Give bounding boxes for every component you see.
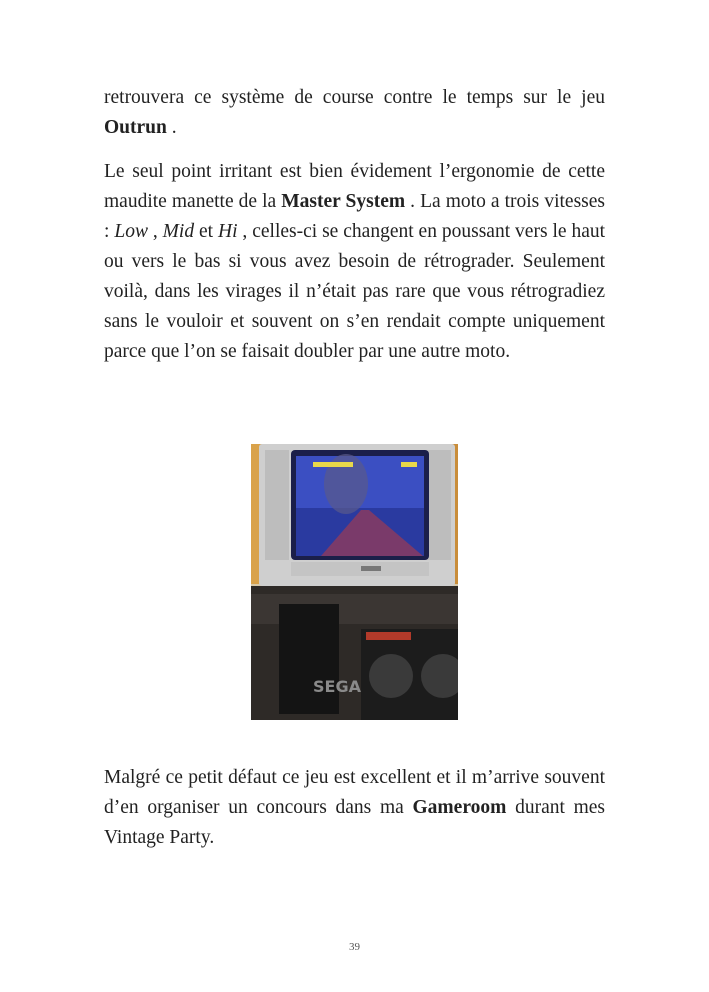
- game-hud-score: [313, 462, 353, 467]
- p2-bold-master-system: Master System: [281, 191, 406, 212]
- photo-illustration: [251, 444, 458, 720]
- console-button-1: [369, 654, 413, 698]
- p3-text-1: Malgré ce petit défaut ce jeu est excellent et il m’arrive souvent d’en organiser un concours dans ma: [104, 767, 605, 818]
- tv-buttons: [361, 566, 381, 571]
- controller-body: [279, 604, 339, 714]
- p2-italic-low: Low: [114, 221, 148, 242]
- paragraph-2: [104, 157, 605, 367]
- p2-italic-hi: Hi: [218, 221, 238, 242]
- p1-text-2: .: [166, 117, 177, 138]
- p2-text-1: Le seul point irritant est bien évidement l’ergonomie de cette maudite manette de la: [104, 161, 605, 212]
- console-label-strip: [366, 632, 411, 640]
- game-photo: [251, 444, 458, 720]
- p3-text-2: durant mes Vintage Party.: [104, 797, 605, 848]
- sega-logo: SEGA: [313, 677, 361, 696]
- p2-text-4: et: [194, 221, 219, 242]
- paragraph-1: [104, 83, 605, 143]
- p1-bold-outrun: Outrun: [104, 117, 167, 138]
- game-hud-speed: [401, 462, 417, 467]
- p2-text-5: , celles-ci se changent en poussant vers le haut ou vers le bas si vous avez besoin de rétrograder. Seulement voilà, dans les virages il n’était pas rare que vous rétrogradiez sans le vouloir et souvent on s’en rendait compte uniquement parce que l’on se faisait doubler par une autre moto.: [104, 221, 606, 362]
- p1-text-1: retrouvera ce système de course contre le temps sur le jeu: [104, 87, 605, 108]
- p2-text-2: . La moto a trois vitesses :: [104, 191, 605, 242]
- tv-control-strip: [291, 562, 429, 576]
- page-number: 39: [349, 941, 360, 953]
- paragraph-3: [104, 763, 605, 853]
- p2-text-3: ,: [147, 221, 163, 242]
- p3-bold-gameroom: Gameroom: [412, 797, 507, 818]
- p2-italic-mid: Mid: [162, 221, 195, 242]
